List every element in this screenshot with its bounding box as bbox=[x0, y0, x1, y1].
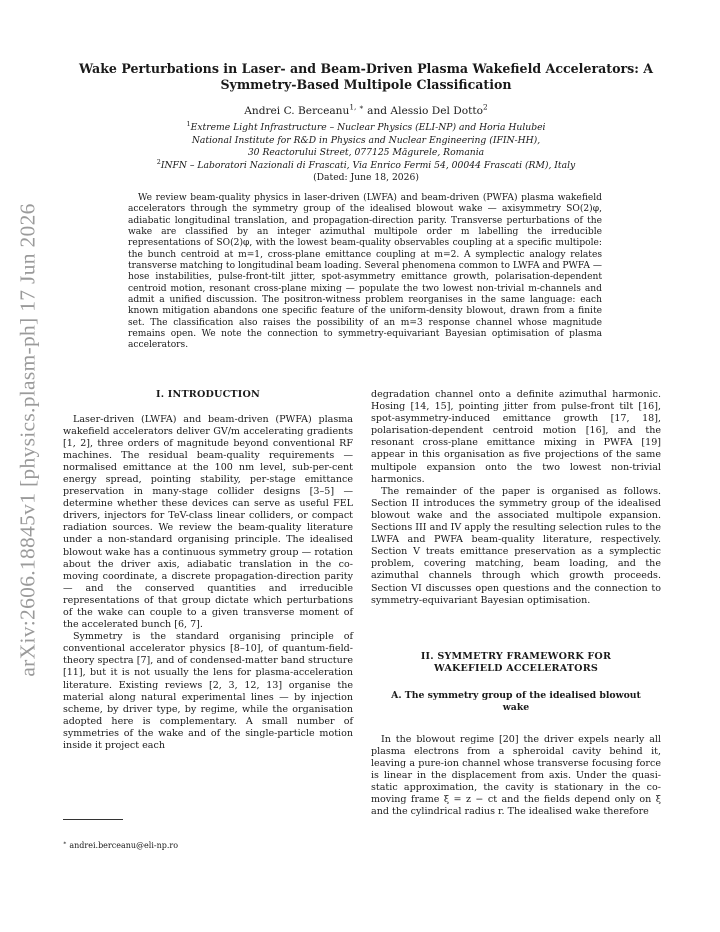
section-2-heading bbox=[371, 651, 661, 676]
intro-paragraph-2: Symmetry is the standard organising principle of conventional accelerator physics [8–10], of quantum-field-theory spectra [7], and of condensed-matter band structure [11], but it is not usually the lens for plasma-acceleration literature. Existing reviews [2, 3, 12, 13] organise the material along natural experimental lines — by injection scheme, by driver type, by regime, while the organisation adopted here is complementary. A small number of symmetries of the wake and of the single-particle motion inside it project each bbox=[63, 631, 353, 752]
affiliation-1-line-3: 30 Reactorului Street, 077125 Măgurele, Romania bbox=[247, 147, 485, 158]
section-1-heading: I. INTRODUCTION bbox=[156, 389, 260, 400]
footnote-rule bbox=[63, 819, 123, 820]
subsection-a-heading-line-1: A. The symmetry group of the idealised blowout bbox=[391, 689, 641, 701]
section-2a-paragraph-1: In the blowout regime [20] the driver expels nearly all plasma electrons from a spheroidal cavity behind it, leaving a pure-ion channel whose transverse focusing force is linear in the displacement from axis. Under the quasi-static approximation, the cavity is stationary in the co-moving frame ξ = z − ct and the fields depend only on ξ and the cylindrical radius r. The idealised wake therefore bbox=[371, 733, 661, 818]
left-column bbox=[63, 389, 353, 752]
affiliation-1-marker: 1 bbox=[186, 119, 191, 128]
intro-paragraph-2-continued: degradation channel onto a definite azimuthal harmonic. Hosing [14, 15], pointing jitter from pulse-front tilt [16], spot-asymmetry-induced emittance growth [17, 18], polarisation-dependent centroid motion [16], and the resonant cross-plane emittance mixing in PWFA [19] appear in this organisation as five projections of the same multipole expansion onto the two lowest non-trivial harmonics. bbox=[371, 389, 661, 485]
title-line-2: Symmetry-Based Multipole Classification bbox=[220, 77, 512, 92]
right-column bbox=[371, 389, 661, 818]
author-2-marker: 2 bbox=[483, 102, 488, 112]
author-1-marker: 1, ∗ bbox=[349, 102, 364, 112]
subsection-a-heading bbox=[371, 690, 661, 714]
footnote-email[interactable]: andrei.berceanu@eli-np.ro bbox=[69, 841, 179, 850]
arxiv-identifier-sidebar bbox=[6, 190, 50, 690]
affiliation-1-line-2: National Institute for R&D in Physics and Nuclear Engineering (IFIN-HH), bbox=[191, 134, 541, 146]
footnote-marker: ∗ bbox=[63, 840, 67, 847]
author-conjunction: and Alessio Del Dotto bbox=[363, 105, 484, 117]
arxiv-identifier: arXiv:2606.18845v1 [physics.plasm-ph] 17 Jun 2026 bbox=[15, 203, 40, 677]
abstract: We review beam-quality physics in laser-driven (LWFA) and beam-driven (PWFA) plasma wakefield accelerators through the symmetry group of the idealised blowout wake — axisymmetry SO(2)φ, adiabatic longitudinal translation, and propagation-direction parity. Transverse perturbations of the wake are classified by an integer azimuthal multipole order m labelling the irreducible representations of SO(2)φ, with the lowest beam-quality observables coupling at a specific multipole: the bunch centroid at m=1, cross-plane emittance coupling at m=2. A symplectic analogy relates transverse matching to longitudinal beam loading. Several phenomena common to LWFA and PWFA — hose instabilities, pulse-front-tilt jitter, spot-asymmetry emittance growth, polarisation-dependent centroid motion, resonant cross-plane mixing — populate the two lowest non-trivial m-channels and admit a unified discussion. The positron-witness problem reorganises in the same language: each known mitigation abandons one specific feature of the uniform-density blowout, drawn from a finite set. The classification also raises the possibility of an m=3 response channel whose magnitude remains open. We note the connection to symmetry-equivariant Bayesian optimisation of plasma accelerators. bbox=[128, 193, 602, 351]
affiliations bbox=[70, 119, 662, 185]
author-1: Andrei C. Berceanu bbox=[244, 105, 350, 117]
date-line: (Dated: June 18, 2026) bbox=[313, 172, 419, 183]
subsection-a-heading-line-2: wake bbox=[502, 701, 530, 713]
author-list bbox=[70, 104, 662, 118]
affiliation-2: INFN – Laboratori Nazionali di Frascati, Via Enrico Fermi 54, 00044 Frascati (RM), Italy bbox=[160, 159, 576, 171]
intro-paragraph-3: The remainder of the paper is organised as follows. Section II introduces the symmetry group of the idealised blowout wake and the associated multipole expansion. Sections III and IV apply the resulting selection rules to the LWFA and PWFA beam-quality literature, respectively. Section V treats emittance preservation as a symplectic problem, covering matching, beam loading, and the azimuthal channels through which growth proceeds. Section VI discusses open questions and the connection to symmetry-equivariant Bayesian optimisation. bbox=[371, 485, 661, 606]
title-line-1: Wake Perturbations in Laser- and Beam-Driven Plasma Wakefield Accelerators: A bbox=[78, 61, 654, 76]
section-2-heading-line-1: II. SYMMETRY FRAMEWORK FOR bbox=[420, 650, 612, 662]
affiliation-2-marker: 2 bbox=[156, 157, 161, 166]
section-2-heading-line-2: WAKEFIELD ACCELERATORS bbox=[433, 663, 599, 675]
footnote bbox=[63, 841, 178, 851]
paper-title bbox=[70, 61, 662, 93]
affiliation-1-line-1: Extreme Light Infrastructure – Nuclear Physics (ELI-NP) and Horia Hulubei bbox=[190, 122, 546, 133]
intro-paragraph-1: Laser-driven (LWFA) and beam-driven (PWFA) plasma wakefield accelerators deliver GV/m accelerating gradients [1, 2], three orders of magnitude beyond conventional RF machines. The residual beam-quality requirements — normalised emittance at the 100 nm level, sub-per-cent energy spread, pointing stability, per-stage emittance preservation in many-stage collider designs [3–5] — determine whether these devices can serve as useful FEL drivers, injectors for TeV-class linear colliders, or compact radiation sources. We review the beam-quality literature under a non-standard organising principle. The idealised blowout wake has a continuous symmetry group — rotation about the driver axis, adiabatic translation in the co-moving coordinate, a discrete propagation-direction parity — and the conserved quantities and irreducible representations of that group dictate which perturbations of the wake can couple to a given transverse moment of the accelerated bunch [6, 7]. bbox=[63, 413, 353, 631]
